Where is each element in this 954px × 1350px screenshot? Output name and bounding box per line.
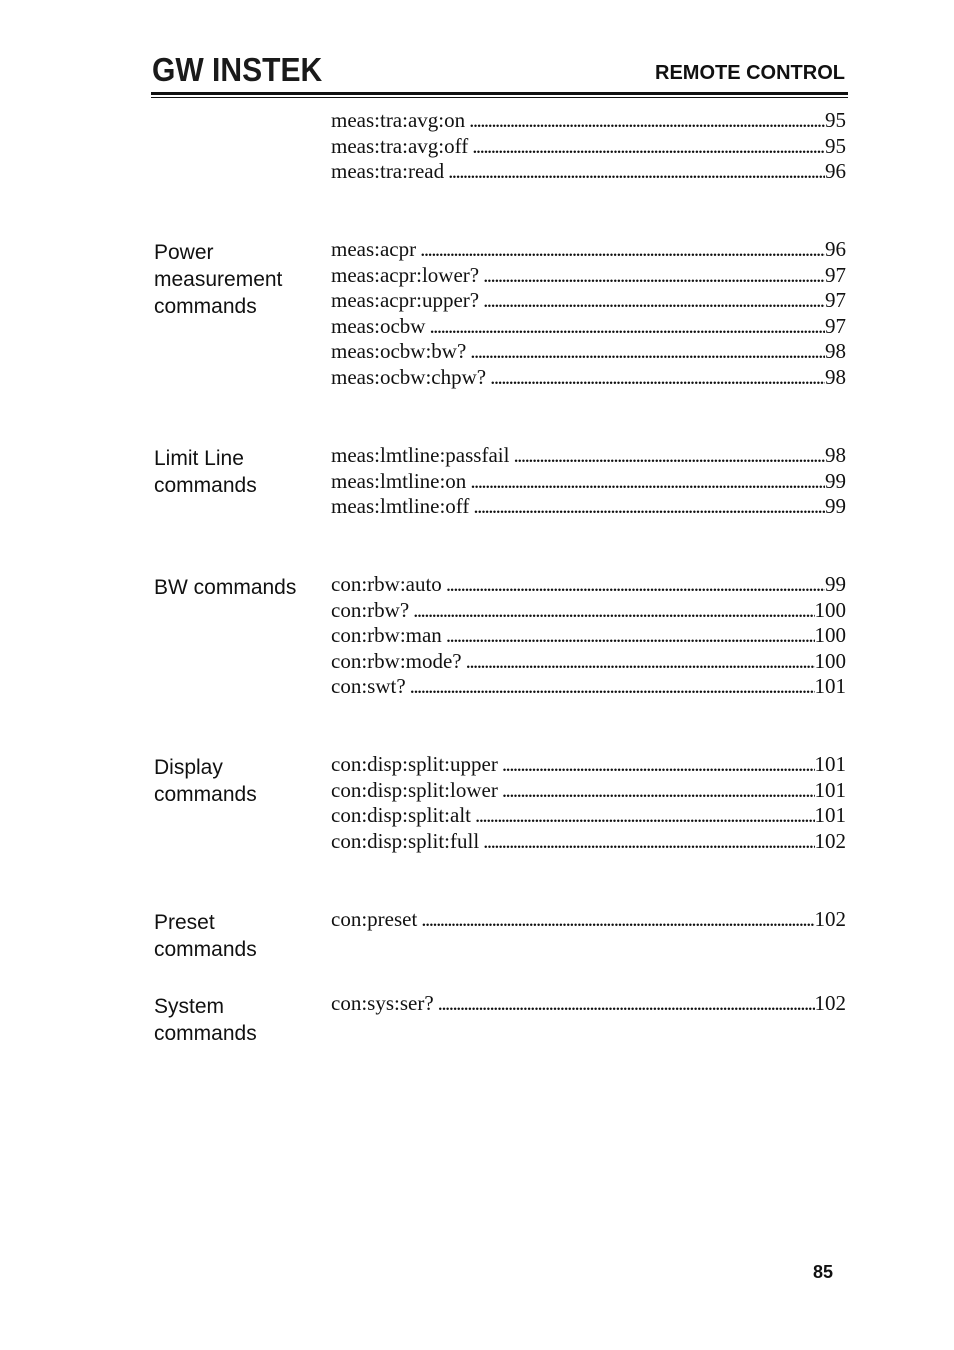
dot-leader [498, 752, 815, 778]
section-label: Display commands [154, 756, 257, 806]
dot-leader [469, 494, 825, 520]
dot-leader [479, 829, 814, 855]
command-name: con:rbw:man [331, 623, 442, 648]
toc-entry [331, 108, 846, 134]
entry-page-number: 100 [814, 623, 846, 648]
dot-leader [417, 907, 814, 933]
entry-page-number: 98 [825, 339, 846, 364]
dot-leader [442, 572, 825, 598]
toc-entry [331, 288, 846, 314]
entry-page-number: 95 [825, 108, 846, 132]
entry-page-number: 101 [814, 777, 846, 802]
toc-entry [331, 263, 846, 289]
toc-entry [331, 674, 846, 700]
dot-leader [425, 314, 825, 340]
toc-entry [331, 443, 846, 469]
brand-logo: GW INSTEK [152, 51, 323, 88]
entry-page-number: 101 [814, 803, 846, 828]
command-name: con:disp:split:upper [331, 752, 498, 776]
toc-entry [331, 572, 846, 598]
command-list [331, 991, 846, 1017]
header-rule-thin [151, 97, 848, 98]
dot-leader [486, 365, 825, 391]
entry-page-number: 99 [825, 494, 846, 519]
entry-page-number: 99 [825, 468, 846, 493]
entry-page-number: 102 [814, 907, 846, 931]
command-name: con:disp:split:lower [331, 777, 498, 802]
command-list [331, 907, 846, 933]
command-name: meas:lmtline:passfail [331, 443, 510, 467]
section-label: Limit Line commands [154, 447, 257, 497]
command-name: meas:tra:read [331, 159, 445, 184]
command-name: meas:ocbw:bw? [331, 339, 467, 364]
toc-entry [331, 991, 846, 1017]
toc-entry [331, 134, 846, 160]
entry-page-number: 96 [825, 159, 846, 184]
section-label: Power measurement commands [154, 241, 283, 318]
page-number: 85 [812, 1262, 833, 1282]
dot-leader [468, 134, 825, 160]
entry-page-number: 98 [825, 443, 846, 467]
entry-page-number: 96 [825, 237, 846, 261]
dot-leader [466, 339, 825, 365]
command-name: con:sys:ser? [331, 991, 434, 1015]
entry-page-number: 101 [814, 674, 846, 699]
dot-leader [479, 263, 825, 289]
toc-entry [331, 907, 846, 933]
command-name: con:rbw:mode? [331, 648, 462, 673]
command-name: meas:ocbw:chpw? [331, 364, 487, 389]
dot-leader [406, 674, 815, 700]
command-list [331, 752, 846, 854]
section-title: REMOTE CONTROL [655, 62, 845, 84]
toc-entry [331, 649, 846, 675]
entry-page-number: 102 [814, 991, 846, 1015]
dot-leader [498, 778, 815, 804]
command-name: con:disp:split:full [331, 828, 480, 853]
entry-page-number: 100 [814, 648, 846, 673]
toc-entry [331, 314, 846, 340]
toc-entry [331, 469, 846, 495]
command-name: meas:ocbw [331, 313, 426, 338]
command-name: con:rbw:auto [331, 572, 442, 596]
dot-leader [434, 991, 815, 1017]
toc-entry [331, 803, 846, 829]
command-name: meas:acpr [331, 237, 417, 261]
toc-entry [331, 829, 846, 855]
command-name: con:rbw? [331, 597, 410, 622]
header-rule-thick [151, 92, 848, 95]
dot-leader [479, 288, 825, 314]
toc-entry [331, 752, 846, 778]
command-list [331, 443, 846, 520]
toc-entry [331, 623, 846, 649]
entry-page-number: 97 [825, 288, 846, 313]
toc-entry [331, 494, 846, 520]
command-name: meas:lmtline:off [331, 494, 470, 519]
dot-leader [409, 598, 814, 624]
entry-page-number: 95 [825, 133, 846, 158]
dot-leader [465, 108, 825, 134]
toc-entry [331, 365, 846, 391]
dot-leader [466, 469, 825, 495]
command-name: con:swt? [331, 674, 406, 699]
dot-leader [509, 443, 825, 469]
entry-page-number: 98 [825, 364, 846, 389]
command-list [331, 237, 846, 391]
dot-leader [442, 623, 815, 649]
toc-entry [331, 159, 846, 185]
command-name: meas:lmtline:on [331, 468, 467, 493]
command-list [331, 108, 846, 185]
entry-page-number: 97 [825, 262, 846, 287]
section-label: BW commands [154, 576, 297, 599]
dot-leader [462, 649, 815, 675]
command-name: con:preset [331, 907, 418, 931]
command-list [331, 572, 846, 700]
section-label: Preset commands [154, 911, 257, 961]
command-name: meas:acpr:upper? [331, 288, 480, 313]
entry-page-number: 100 [814, 597, 846, 622]
toc-entry [331, 598, 846, 624]
command-name: meas:tra:avg:on [331, 108, 466, 132]
command-name: meas:tra:avg:off [331, 133, 469, 158]
toc-entry [331, 237, 846, 263]
dot-leader [471, 803, 815, 829]
dot-leader [416, 237, 825, 263]
command-name: meas:acpr:lower? [331, 262, 480, 287]
command-name: con:disp:split:alt [331, 803, 471, 828]
section-label: System commands [154, 995, 257, 1045]
toc-entry [331, 339, 846, 365]
entry-page-number: 101 [814, 752, 846, 776]
entry-page-number: 99 [825, 572, 846, 596]
toc-entry [331, 778, 846, 804]
entry-page-number: 102 [814, 828, 846, 853]
entry-page-number: 97 [825, 313, 846, 338]
dot-leader [444, 159, 825, 185]
